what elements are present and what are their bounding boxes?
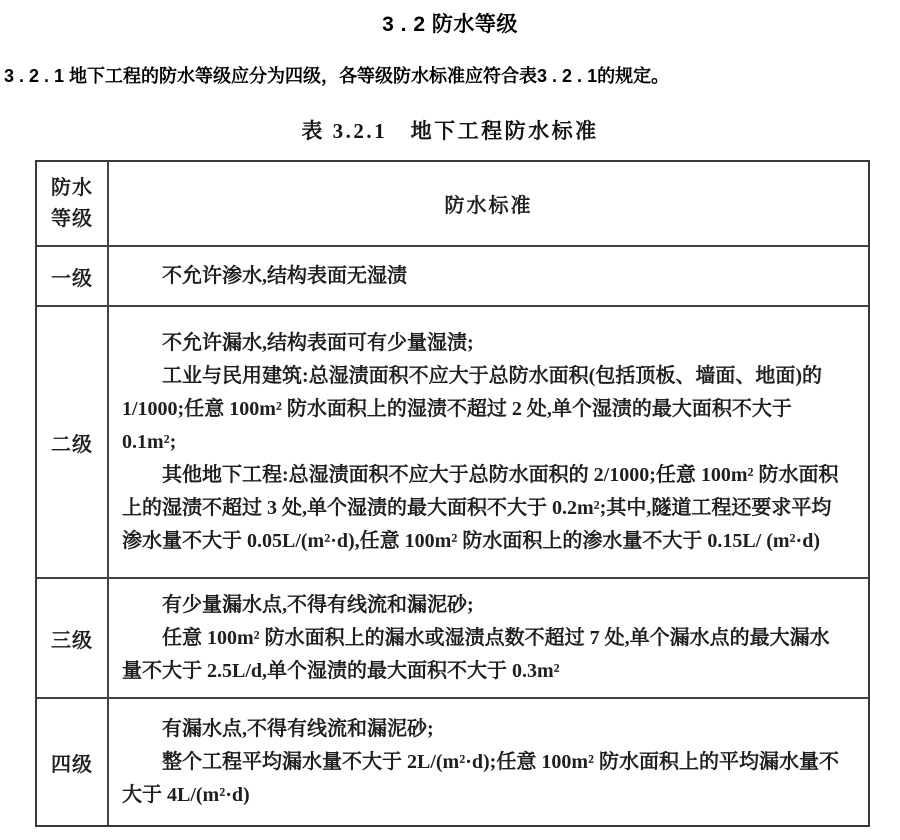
grade-cell: 二级 bbox=[37, 307, 109, 577]
standard-cell bbox=[109, 579, 868, 697]
standard-paragraph: 有漏水点,不得有线流和漏泥砂; bbox=[162, 717, 434, 740]
standard-paragraph: 任意 100m² 防水面积上的漏水或湿渍点数不超过 7 处,单个漏水点的最大漏水量不大于 2.5L/d,单个湿渍的最大面积不大于 0.3m² bbox=[122, 626, 830, 682]
standard-cell bbox=[109, 307, 868, 577]
standard-cell bbox=[109, 247, 868, 305]
table-caption: 表 3.2.1 地下工程防水标准 bbox=[301, 119, 599, 143]
section-heading: 3 . 2 防水等级 bbox=[382, 13, 518, 36]
table-row bbox=[37, 245, 868, 305]
standard-paragraph: 工业与民用建筑:总湿渍面积不应大于总防水面积(包括顶板、墙面、地面)的 1/1000;任意 100m² 防水面积上的湿渍不超过 2 处,单个湿渍的最大面积不大于 0.1m²; bbox=[122, 364, 822, 453]
standard-header-cell: 防水标准 bbox=[444, 195, 533, 217]
standard-paragraph: 不允许漏水,结构表面可有少量湿渍; bbox=[162, 331, 474, 354]
grade-cell: 一级 bbox=[37, 247, 109, 305]
grade-header-line1: 防水 bbox=[51, 176, 93, 199]
table-row bbox=[37, 577, 868, 697]
standard-cell bbox=[109, 699, 868, 825]
grade-cell: 三级 bbox=[37, 579, 109, 697]
clause-text: 3 . 2 . 1 地下工程的防水等级应分为四级，各等级防水标准应符合表3 . 2 . 1的规定。 bbox=[4, 66, 670, 86]
table-row bbox=[37, 305, 868, 577]
standard-paragraph: 其他地下工程:总湿渍面积不应大于总防水面积的 2/1000;任意 100m² 防水面积上的湿渍不超过 3 处,单个湿渍的最大面积不大于 0.2m²;其中,隧道工程还要求平均渗水量不大于 0.05L/(m²·d),任意 100m² 防水面积上的渗水量不大于 0.15L/ (m²·d) bbox=[122, 463, 839, 552]
table-header-row bbox=[37, 162, 868, 245]
standard-paragraph: 整个工程平均漏水量不大于 2L/(m²·d);任意 100m² 防水面积上的平均漏水量不大于 4L/(m²·d) bbox=[122, 750, 839, 806]
grade-header-line2: 等级 bbox=[51, 207, 93, 230]
table-row bbox=[37, 697, 868, 825]
standards-table bbox=[35, 160, 870, 827]
standard-paragraph: 不允许渗水,结构表面无湿渍 bbox=[162, 264, 407, 287]
grade-header-cell bbox=[37, 162, 109, 245]
grade-header-text bbox=[51, 173, 93, 235]
grade-cell: 四级 bbox=[37, 699, 109, 825]
standard-paragraph: 有少量漏水点,不得有线流和漏泥砂; bbox=[162, 593, 474, 616]
